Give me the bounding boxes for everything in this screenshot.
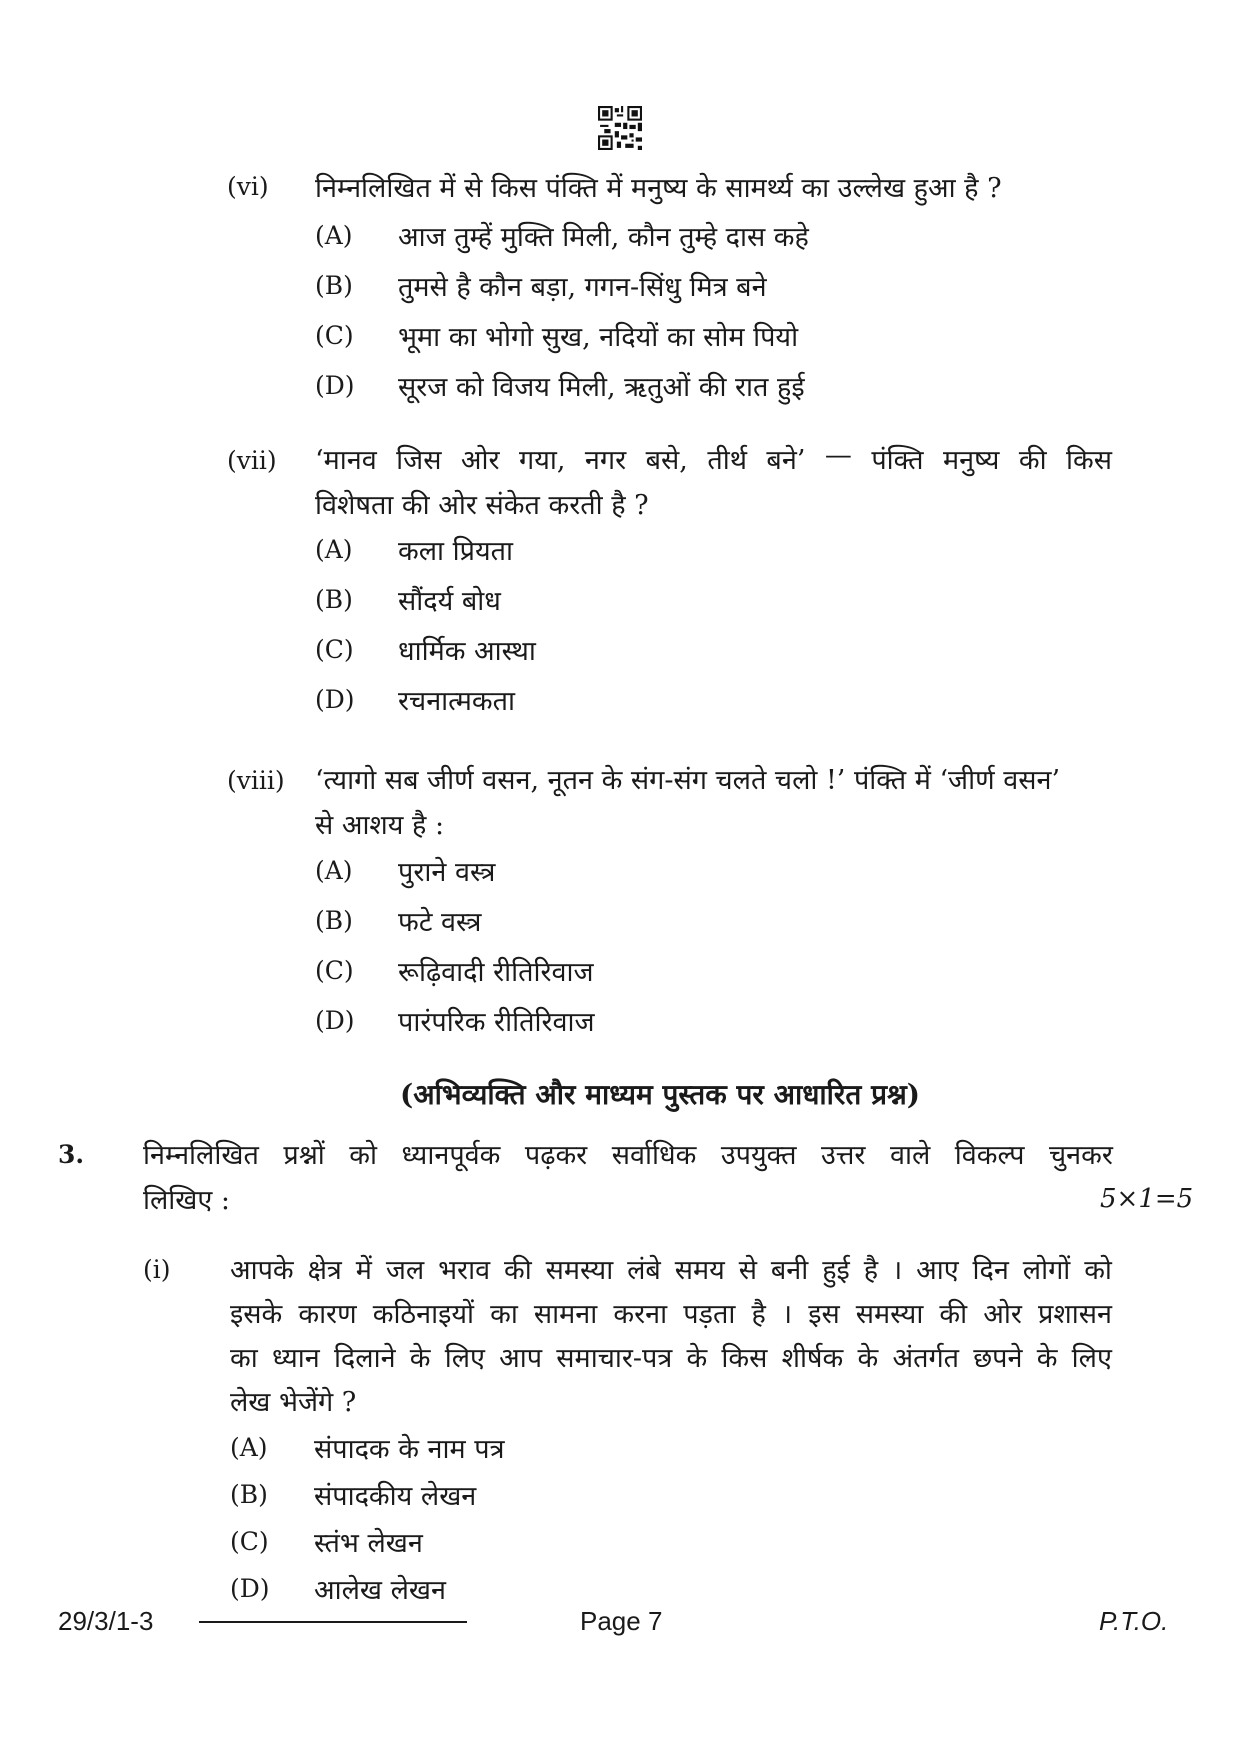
marks-label: 5×1=5	[1100, 1184, 1194, 1214]
question-text-line: विशेषता की ओर संकेत करती है ?	[315, 490, 649, 521]
option-label: (C)	[315, 321, 354, 350]
option-text: संपादकीय लेखन	[314, 1481, 477, 1512]
option-label: (B)	[315, 271, 353, 300]
option-label: (D)	[230, 1574, 270, 1603]
question-number: (vii)	[227, 446, 277, 475]
question-number: (viii)	[227, 766, 285, 795]
option-label: (B)	[315, 585, 353, 614]
question-text-line: ‘मानव जिस ओर गया, नगर बसे, तीर्थ बने’ — पंक्ति मनुष्य की किस	[315, 440, 1112, 476]
option-text: आलेख लेखन	[314, 1575, 446, 1606]
qr-code-icon	[598, 106, 642, 150]
option-text: स्तंभ लेखन	[314, 1528, 423, 1559]
question-number: (vi)	[227, 172, 269, 201]
option-label: (C)	[230, 1527, 269, 1556]
option-text: आज तुम्हें मुक्ति मिली, कौन तुम्हे दास कहे	[398, 222, 809, 253]
option-label: (B)	[230, 1480, 268, 1509]
option-label: (D)	[315, 685, 355, 714]
option-label: (A)	[230, 1433, 268, 1462]
question-number: (i)	[143, 1255, 171, 1284]
page-number: Page 7	[580, 1606, 663, 1636]
option-text: पारंपरिक रीतिरिवाज	[398, 1007, 595, 1038]
option-label: (D)	[315, 371, 355, 400]
option-label: (A)	[315, 535, 353, 564]
option-label: (D)	[315, 1006, 355, 1035]
option-text: फटे वस्त्र	[398, 907, 482, 938]
option-label: (C)	[315, 956, 354, 985]
option-text: भूमा का भोगो सुख, नदियों का सोम पियो	[398, 322, 799, 353]
question-number: 3.	[58, 1140, 85, 1169]
question-text: निम्नलिखित में से किस पंक्ति में मनुष्य के सामर्थ्य का उल्लेख हुआ है ?	[315, 173, 1002, 204]
option-text: धार्मिक आस्था	[398, 636, 536, 667]
option-text: सौंदर्य बोध	[398, 586, 501, 617]
footer-rule	[199, 1621, 467, 1623]
question-text-line: ‘त्यागो सब जीर्ण वसन, नूतन के संग-संग चलते चलो !’ पंक्ति में ‘जीर्ण वसन’	[315, 765, 1061, 796]
question-text-line: निम्नलिखित प्रश्नों को ध्यानपूर्वक पढ़कर सर्वाधिक उपयुक्त उत्तर वाले विकल्प चुनकर	[143, 1140, 1113, 1171]
option-text: सूरज को विजय मिली, ऋतुओं की रात हुई	[398, 372, 805, 403]
option-text: रूढ़िवादी रीतिरिवाज	[398, 957, 594, 988]
option-label: (C)	[315, 635, 354, 664]
option-label: (B)	[315, 906, 353, 935]
option-label: (A)	[315, 221, 353, 250]
option-text: रचनात्मकता	[398, 686, 516, 717]
pto-label: P.T.O.	[1099, 1606, 1169, 1636]
section-heading: (अभिव्यक्ति और माध्यम पुस्तक पर आधारित प्रश्न)	[400, 1078, 921, 1111]
question-text-line: से आशय है :	[315, 810, 445, 841]
question-text-line: लिखिए :	[143, 1185, 230, 1216]
question-text-line: इसके कारण कठिनाइयों का सामना करना पड़ता है । इस समस्या की ओर प्रशासन	[230, 1299, 1112, 1330]
paper-code: 29/3/1-3	[58, 1606, 154, 1636]
question-text-line: आपके क्षेत्र में जल भराव की समस्या लंबे समय से बनी हुई है । आए दिन लोगों को	[230, 1255, 1112, 1286]
option-text: संपादक के नाम पत्र	[314, 1434, 505, 1465]
option-text: कला प्रियता	[398, 536, 514, 567]
option-text: पुराने वस्त्र	[398, 857, 496, 888]
question-text-line: का ध्यान दिलाने के लिए आप समाचार-पत्र के किस शीर्षक के अंतर्गत छपने के लिए	[230, 1343, 1112, 1374]
option-text: तुमसे है कौन बड़ा, गगन-सिंधु मित्र बने	[398, 272, 767, 303]
option-label: (A)	[315, 856, 353, 885]
question-text-line: लेख भेजेंगे ?	[230, 1387, 357, 1418]
